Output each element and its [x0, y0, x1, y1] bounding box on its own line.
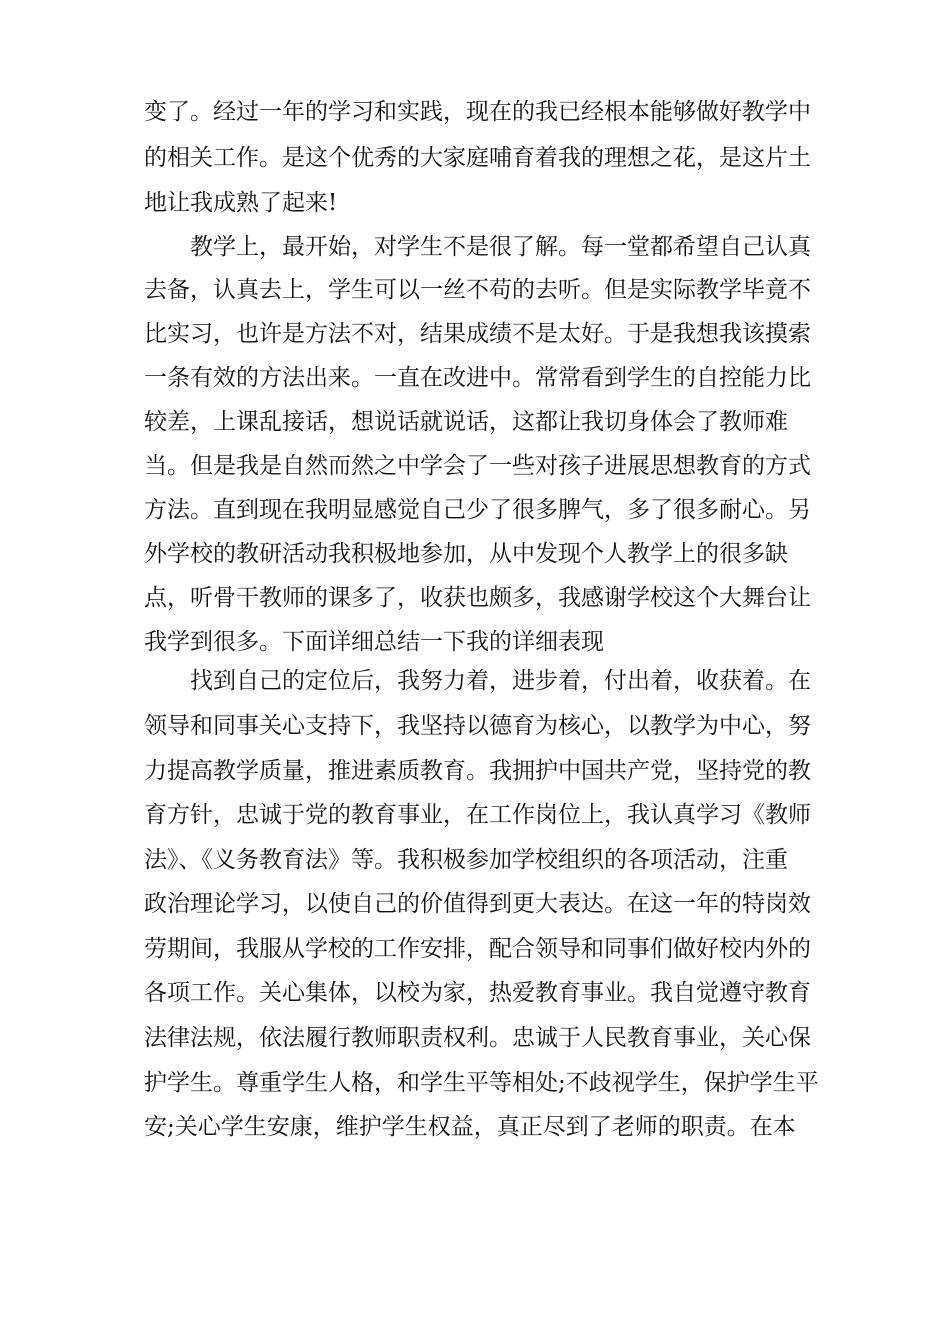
text-line: 安;关心学生安康，维护学生权益，真正尽到了老师的职责。在本: [144, 1114, 796, 1140]
text-line: 较差，上课乱接话，想说话就说话，这都让我切身体会了教师难: [144, 409, 788, 435]
text-line: 地让我成熟了起来!: [144, 190, 338, 216]
text-line: 各项工作。关心集体，以校为家，热爱教育事业。我自觉遵守教育: [144, 980, 811, 1006]
text-line: 护学生。尊重学生人格，和学生平等相处;不歧视学生，保护学生平: [144, 1070, 819, 1096]
text-line: 外学校的教研活动我积极地参加，从中发现个人教学上的很多缺: [144, 541, 788, 567]
text-line: 去备，认真去上，学生可以一丝不苟的去听。但是实际教学毕竟不: [144, 277, 811, 303]
text-line: 法》、《义务教育法》等。我积极参加学校组织的各项活动，注重: [144, 847, 788, 873]
text-line: 当。但是我是自然而然之中学会了一些对孩子进展思想教育的方式: [144, 453, 811, 479]
text-line: 一条有效的方法出来。一直在改进中。常常看到学生的自控能力比: [144, 365, 811, 391]
text-line: 力提高教学质量，推进素质教育。我拥护中国共产党，坚持党的教: [144, 758, 811, 784]
text-line: 劳期间，我服从学校的工作安排，配合领导和同事们做好校内外的: [144, 936, 811, 962]
paragraph-first-line: 教学上，最开始，对学生不是很了解。每一堂都希望自己认真: [190, 234, 811, 260]
text-line: 比实习，也许是方法不对，结果成绩不是太好。于是我想我该摸索: [144, 321, 811, 347]
text-line: 方法。直到现在我明显感觉自己少了很多脾气，多了很多耐心。另: [144, 497, 811, 523]
text-line: 领导和同事关心支持下，我坚持以德育为核心，以教学为中心，努: [144, 713, 811, 739]
text-line: 育方针，忠诚于党的教育事业，在工作岗位上，我认真学习《教师: [144, 802, 811, 828]
text-line: 政治理论学习，以使自己的价值得到更大表达。在这一年的特岗效: [144, 891, 811, 917]
text-line: 点，听骨干教师的课多了，收获也颇多，我感谢学校这个大舞台让: [144, 585, 811, 611]
text-line: 法律法规，依法履行教师职责权利。忠诚于人民教育事业，关心保: [144, 1025, 811, 1051]
text-line: 的相关工作。是这个优秀的大家庭哺育着我的理想之花，是这片土: [144, 145, 811, 171]
text-line: 我学到很多。下面详细总结一下我的详细表现: [144, 629, 604, 655]
text-line: 变了。经过一年的学习和实践，现在的我已经根本能够做好教学中: [144, 99, 811, 125]
paragraph-first-line: 找到自己的定位后，我努力着，进步着，付出着，收获着。在: [190, 668, 811, 694]
